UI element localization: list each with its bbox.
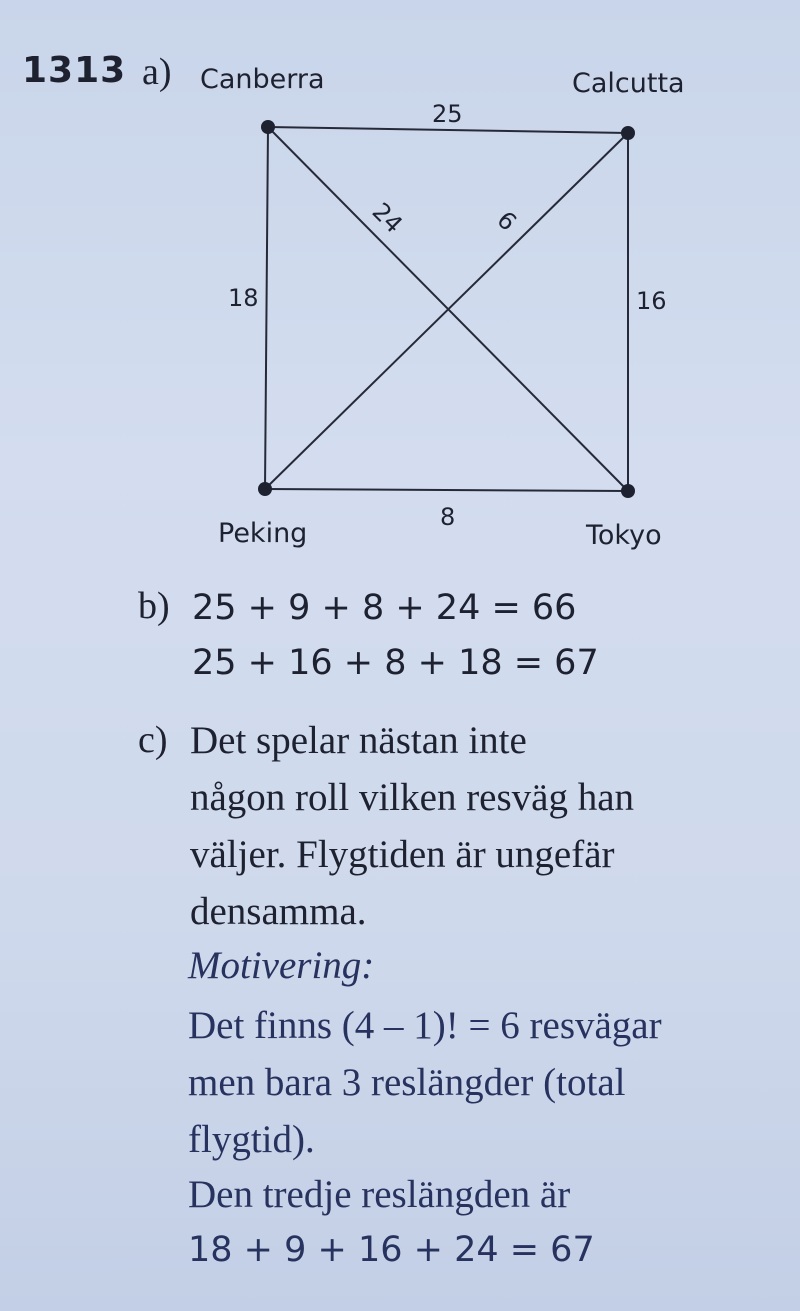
part-c-answer-line-2: någon roll vilken resväg han bbox=[190, 776, 635, 819]
part-c-label: c) bbox=[138, 719, 168, 761]
city-peking: Peking bbox=[218, 518, 308, 549]
motivering-line-2: men bara 3 reslängder (total bbox=[188, 1061, 626, 1104]
weight-top: 25 bbox=[432, 100, 463, 128]
part-c-answer-line-4: densamma. bbox=[190, 890, 367, 933]
weight-diagonal-24: 24 bbox=[366, 197, 408, 239]
part-b-line-1: 25 + 9 + 8 + 24 = 66 bbox=[192, 588, 577, 628]
motivering-line-3: flygtid). bbox=[188, 1118, 315, 1161]
problem-number: 1313 bbox=[22, 50, 127, 91]
part-a-label: a) bbox=[142, 51, 172, 93]
city-calcutta: Calcutta bbox=[572, 68, 685, 99]
motivering-line-4: Den tredje reslängden är bbox=[188, 1173, 571, 1216]
edge-peking-tokyo bbox=[265, 489, 628, 491]
part-c-answer-line-1: Det spelar nästan inte bbox=[190, 719, 527, 762]
city-canberra: Canberra bbox=[200, 64, 325, 95]
node-canberra bbox=[261, 120, 275, 134]
motivering-line-1: Det finns (4 – 1)! = 6 resvägar bbox=[188, 1004, 662, 1047]
part-b-label: b) bbox=[138, 585, 170, 627]
node-calcutta bbox=[621, 126, 635, 140]
edge-canberra-peking bbox=[265, 127, 268, 489]
weight-left: 18 bbox=[228, 284, 259, 312]
motivering-heading: Motivering: bbox=[188, 944, 375, 987]
node-peking bbox=[258, 482, 272, 496]
part-b-line-2: 25 + 16 + 8 + 18 = 67 bbox=[192, 643, 599, 683]
city-tokyo: Tokyo bbox=[586, 520, 662, 551]
motivering-line-5: 18 + 9 + 16 + 24 = 67 bbox=[188, 1230, 595, 1270]
weight-right: 16 bbox=[636, 287, 667, 315]
part-c-answer-line-3: väljer. Flygtiden är ungefär bbox=[190, 833, 615, 876]
node-tokyo bbox=[621, 484, 635, 498]
weight-bottom: 8 bbox=[440, 503, 456, 531]
weight-diagonal-9: 9 bbox=[492, 204, 523, 236]
